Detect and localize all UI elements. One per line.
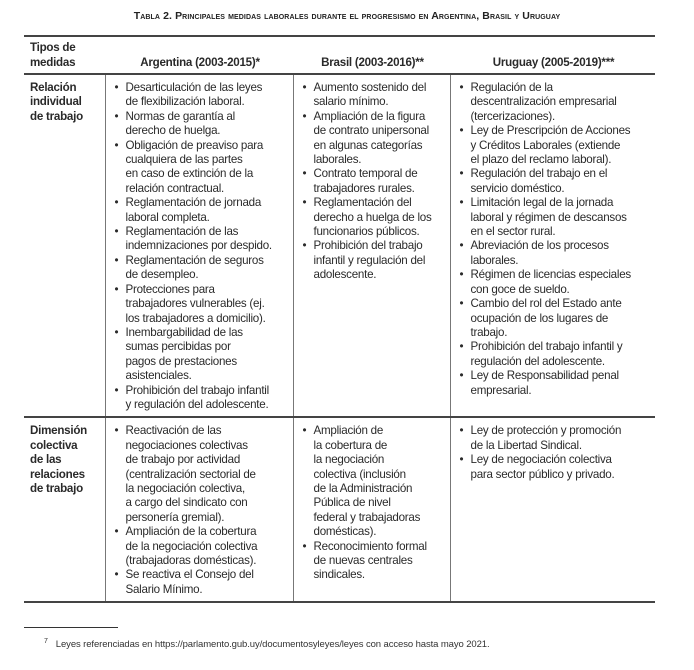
table-title: Tabla 2. Principales medidas laborales durante el progresismo en Argentina, Brasil y Uruguay [133,10,561,22]
header-argentina: Argentina (2003-2015)* [105,36,293,74]
list-item: • Régimen de licencias especiales con goce de sueldo. [457,268,652,297]
list-item: • Aumento sostenido del salario mínimo. [300,81,446,110]
list-item: • Prohibición del trabajo infantil y regulación del adolescente. [300,239,446,282]
list-item: • Ley de negociación colectiva para sector público y privado. [457,453,652,482]
list-item: • Reactivación de las negociaciones colectivas de trabajo por actividad (centralización sectorial de la negociación colectiva, a cargo del sindicato con personería gremial). [112,424,289,525]
footnote-divider [24,627,118,628]
cell-uruguay [450,74,655,417]
list-item: • Desarticulación de las leyes de flexibilización laboral. [112,81,289,110]
list-item: • Normas de garantía al derecho de huelga. [112,110,289,139]
list-item: • Reglamentación del derecho a huelga de los funcionarios públicos. [300,196,446,239]
list-item: • Inembargabilidad de las sumas percibidas por pagos de prestaciones asistenciales. [112,326,289,384]
list-item: • Ley de Responsabilidad penal empresarial. [457,369,652,398]
row-label: Dimensión colectiva de las relaciones de trabajo [24,417,105,602]
list-item: • Reglamentación de seguros de desempleo. [112,254,289,283]
list-item: • Regulación del trabajo en el servicio doméstico. [457,167,652,196]
list-item: • Regulación de la descentralización empresarial (tercerizaciones). [457,81,652,124]
measure-list [457,424,652,482]
footnote-text: Leyes referenciadas en https://parlamento.gub.uy/documentosyleyes/leyes con acceso hasta mayo 2021. [55,639,490,651]
footnote-marker: 7 [44,638,48,645]
measure-list [300,424,446,582]
header-tipos: Tipos de medidas [24,36,105,74]
list-item: • Abreviación de los procesos laborales. [457,239,652,268]
cell-brasil [293,74,450,417]
labor-measures-table [24,35,655,603]
footnote [44,638,490,651]
measure-list [457,81,652,398]
header-uruguay: Uruguay (2005-2019)*** [450,36,655,74]
list-item: • Se reactiva el Consejo del Salario Mínimo. [112,568,289,597]
measure-list [300,81,446,283]
list-item: • Contrato temporal de trabajadores rurales. [300,167,446,196]
list-item: • Limitación legal de la jornada laboral y régimen de descansos en el sector rural. [457,196,652,239]
list-item: • Ley de protección y promoción de la Libertad Sindical. [457,424,652,453]
cell-uruguay [450,417,655,602]
list-item: • Cambio del rol del Estado ante ocupación de los lugares de trabajo. [457,297,652,340]
list-item: • Prohibición del trabajo infantil y regulación del adolescente. [457,340,652,369]
list-item: • Obligación de preaviso para cualquiera de las partes en caso de extinción de la relación contractual. [112,139,289,197]
table-row [24,417,655,602]
measure-list [112,81,289,412]
list-item: • Reglamentación de jornada laboral completa. [112,196,289,225]
table-row [24,74,655,417]
measure-list [112,424,289,597]
header-row [24,36,655,74]
row-label: Relación individual de trabajo [24,74,105,417]
list-item: • Reconocimiento formal de nuevas centrales sindicales. [300,540,446,583]
list-item: • Ley de Prescripción de Acciones y Créditos Laborales (extiende el plazo del reclamo laboral). [457,124,652,167]
list-item: • Ampliación de la cobertura de la negociación colectiva (trabajadoras domésticas). [112,525,289,568]
cell-argentina [105,417,293,602]
cell-brasil [293,417,450,602]
cell-argentina [105,74,293,417]
list-item: • Protecciones para trabajadores vulnerables (ej. los trabajadores a domicilio). [112,283,289,326]
list-item: • Reglamentación de las indemnizaciones por despido. [112,225,289,254]
list-item: • Ampliación de la figura de contrato unipersonal en algunas categorías laborales. [300,110,446,168]
list-item: • Ampliación de la cobertura de la negociación colectiva (inclusión de la Administración Pública de nivel federal y trabajadoras domésticas). [300,424,446,539]
list-item: • Prohibición del trabajo infantil y regulación del adolescente. [112,384,289,413]
header-brasil: Brasil (2003-2016)** [293,36,450,74]
